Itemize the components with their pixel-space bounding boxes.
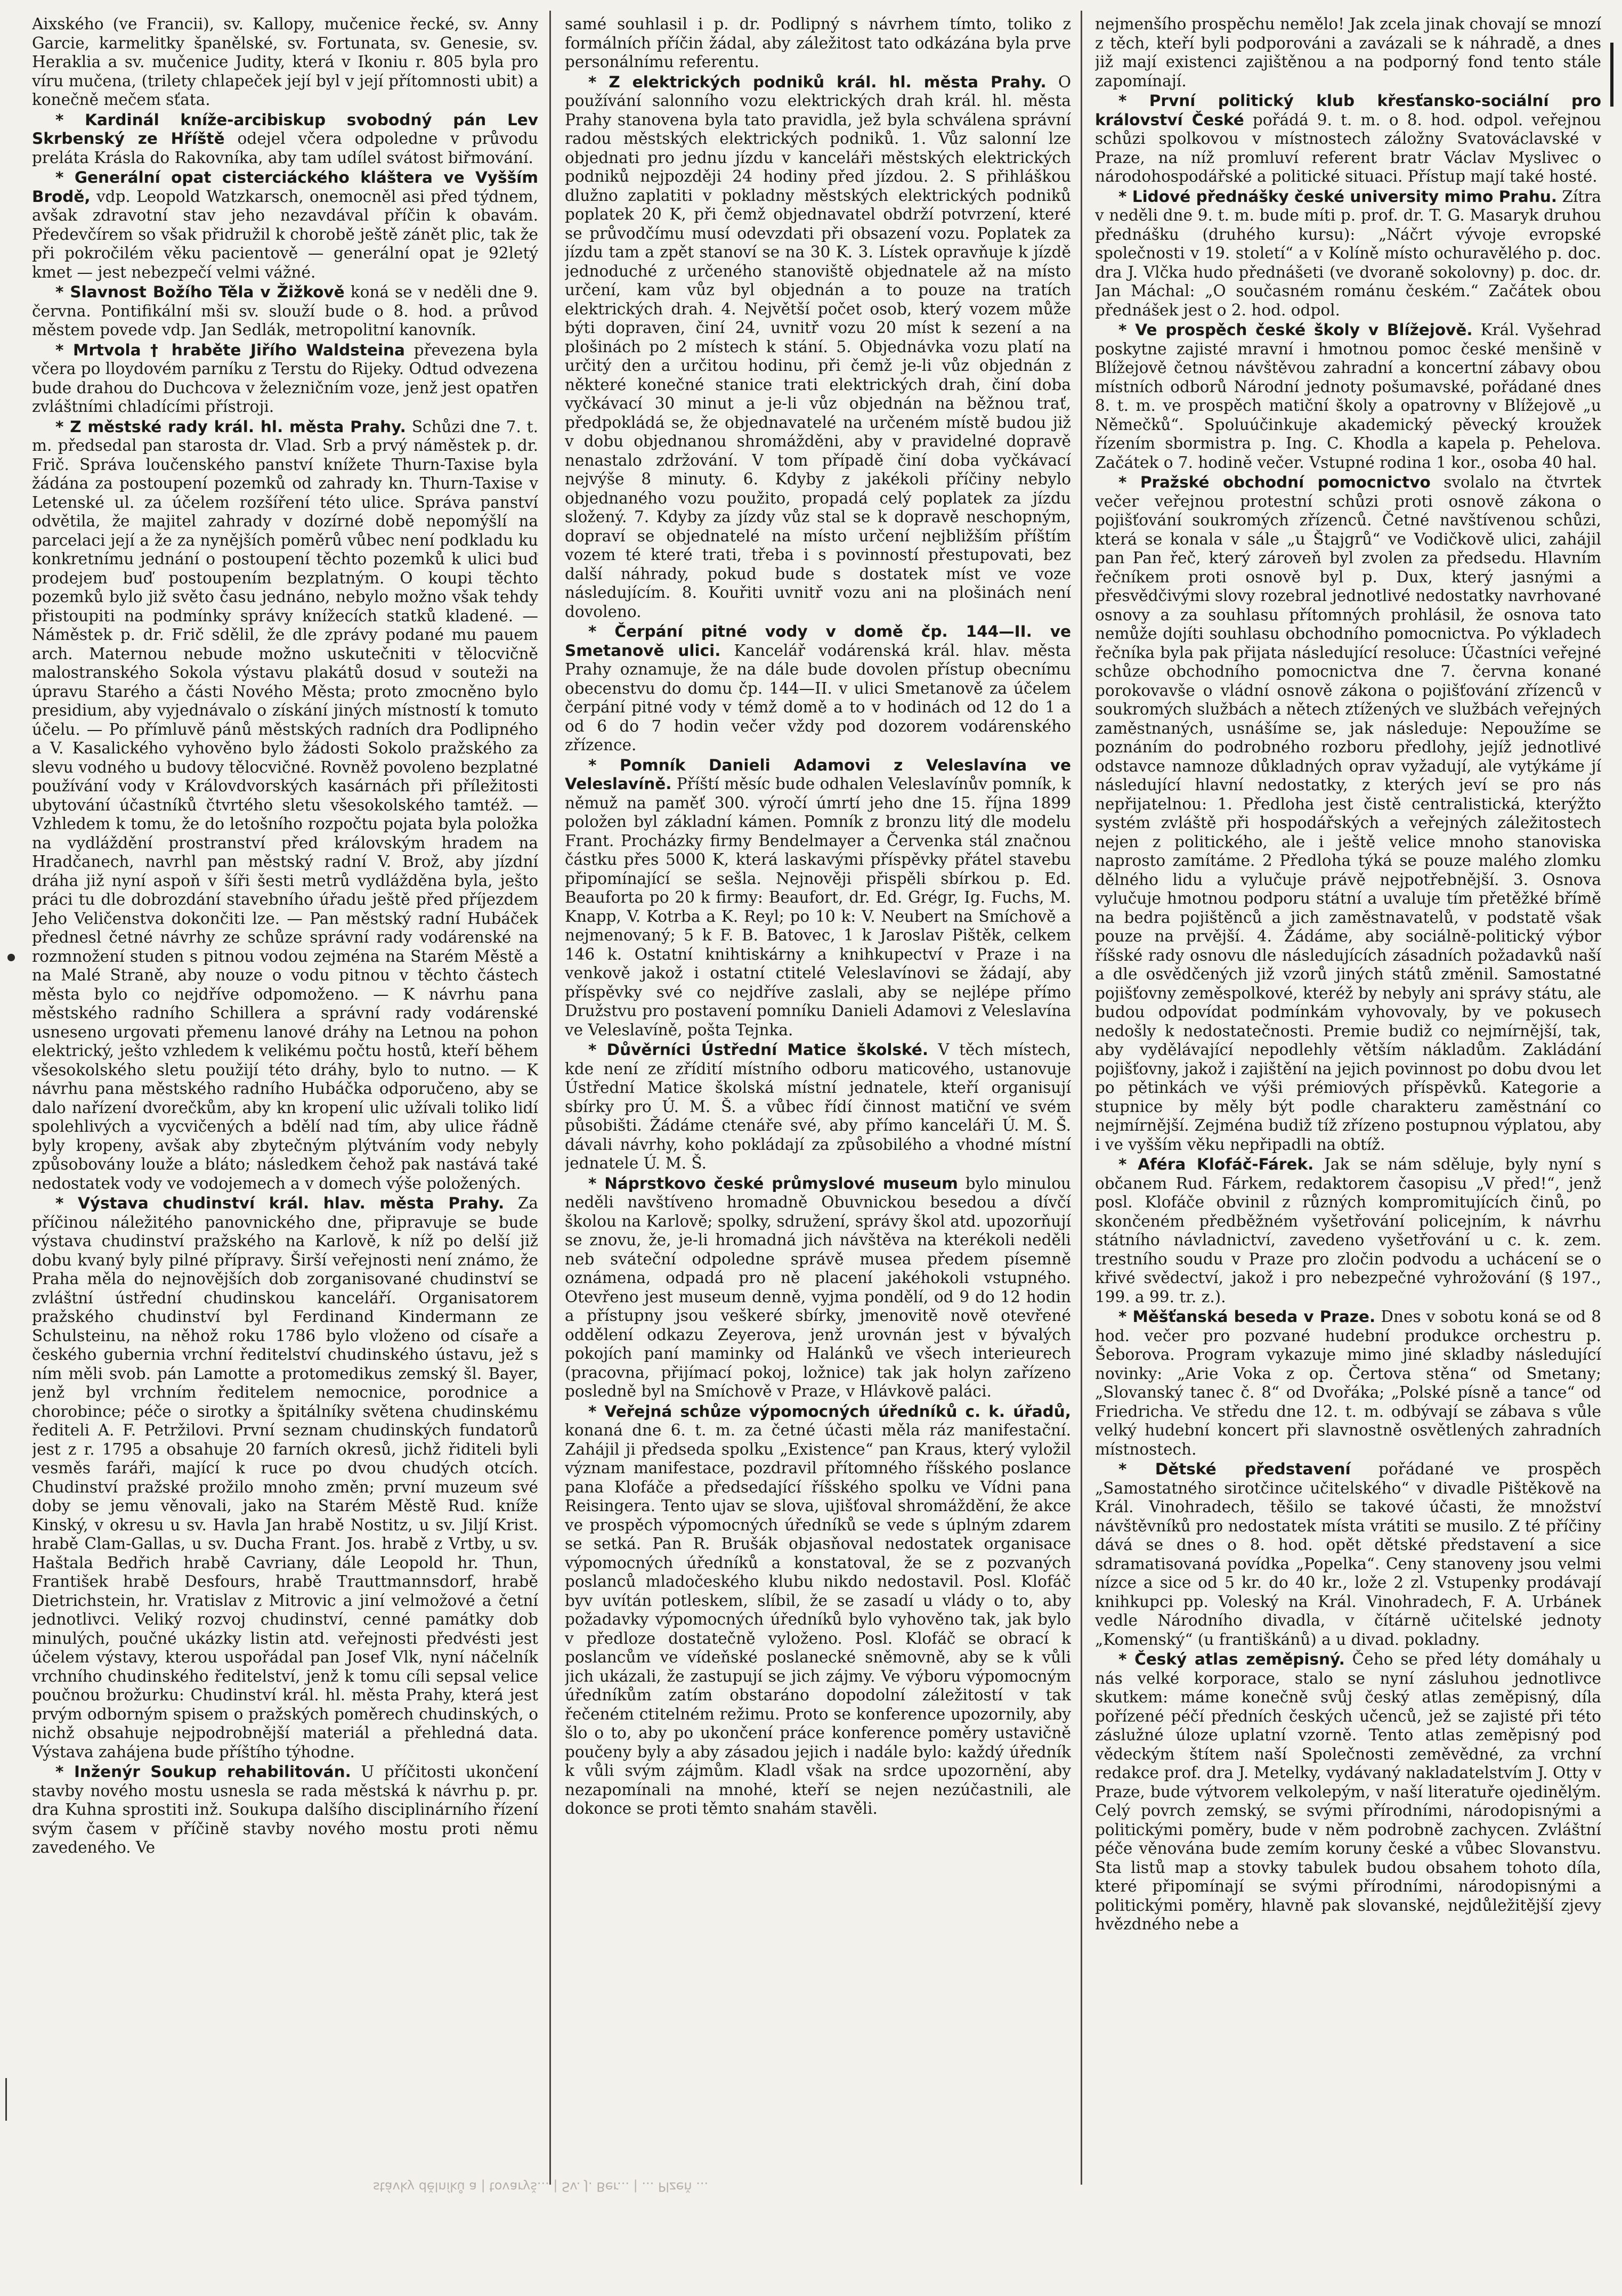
article-heading: * Mrtvola † hraběte Jiřího Waldsteina — [55, 340, 405, 359]
article-heading: * Generální opat cisterciáckého kláštera ve Vyšším Brodě, — [32, 168, 538, 206]
article-body: nejmenšího prospěchu nemělo! Jak zcela jinak chovají se mnozí z těch, kteří byli podporováni a zavázali se k náhradě, a dnes již mají existenci zajištěnou a na podporný fond tento stále zapomínají. — [1095, 15, 1601, 90]
article-body: Zítra v neděli dne 9. t. m. bude míti p. prof. dr. T. G. Masaryk druhou přednášku (druhého kursu): „Náčrt vývoje evropské společnosti v 19. století“ a v Kolíně místo ochuravělého p. doc. dra J. Vlčka hudo přednášeti (ve dvoraně sokolovny) p. doc. dr. Jan Máchal: „O současném románu českém.“ Začátek obou přednášek jest o 2. hod. odpol. — [1095, 187, 1601, 319]
article-paragraph — [1095, 92, 1601, 186]
article-paragraph — [32, 1763, 538, 1857]
article-paragraph — [1095, 473, 1601, 1154]
column-divider — [549, 11, 551, 2185]
article-heading: * Inženýr Soukup rehabilitován. — [55, 1763, 351, 1781]
article-heading: * Pražské obchodní pomocnictvo — [1118, 473, 1431, 491]
article-body: převezena byla včera po lloydovém parníku z Terstu do Rijeky. Odtud odvezena bude drahou do Duchcova v železničním voze, jenž jest opatřen zvláštními chladícími přístroji. — [32, 340, 538, 416]
article-heading: * Lidové přednášky české university mimo Prahu. — [1118, 187, 1558, 206]
article-paragraph — [1095, 1460, 1601, 1649]
column-1 — [32, 15, 538, 2162]
article-paragraph — [1095, 188, 1601, 320]
article-paragraph — [32, 1194, 538, 1762]
bleed-through-text: stávky dělníků a | tovaryš... | Sv. J. Ber... | ... Plzeň ... — [373, 2179, 709, 2194]
article-paragraph — [32, 283, 538, 340]
article-paragraph — [565, 1402, 1071, 1819]
column-3 — [1095, 15, 1601, 2162]
article-heading: * Slavnost Božího Těla v Žižkově — [55, 283, 345, 301]
article-heading: * Pomník Danieli Adamovi z Veleslavína ve Veleslavíně. — [565, 756, 1071, 793]
article-body: pořádané ve prospěch „Samostatného sirotčince učitelského“ v divadle Pištěkově na Král. Vinohradech, těšilo se takové účasti, že množství návštěvníků pro nedostatek místa vrátiti se musilo. Z té příčiny dává se dnes o 8. hod. opět dětské představení a sice sdramatisovaná povídka „Popelka“. Ceny stanoveny jsou velmi nízce a sice od 5 kr. do 40 kr., lože 2 zl. Vstupenky prodávají knihkupci pp. Voleský na Král. Vinohradech, F. A. Urbánek vedle Národního divadla, v čítárně učitelské jednoty „Komenský“ (u františkánů) a u divad. pokladny. — [1095, 1460, 1601, 1649]
article-heading: * Kardinál kníže-arcibiskup svobodný pán Lev Skrbenský ze Hříště — [32, 110, 538, 148]
article-heading: * Český atlas zeměpisný. — [1118, 1650, 1345, 1668]
article-body: Dnes v sobotu koná se od 8 hod. večer pro pozvané hudební produkce orchestru p. Šeborova. Program vykazuje mimo jiné skladby následující novinky: „Arie Voka z op. Čertova stěna“ od Smetany; „Slovanský tanec č. 8“ od Dvořáka; „Polské písně a tance“ od Friedricha. Ve středu dne 12. t. m. odbývají se zábava s vůle velký hudební koncert při slavnostně osvětlených zahradních místnostech. — [1095, 1308, 1601, 1458]
article-paragraph — [565, 1174, 1071, 1401]
article-heading: * Veřejná schůze výpomocných úředníků c. k. úřadů, — [588, 1402, 1071, 1421]
article-heading: * Aféra Klofáč-Fárek. — [1118, 1155, 1314, 1173]
article-body: bylo minulou neděli navštíveno hromadně Obuvnickou besedou a dívčí školou na Karlově; spolky, sdružení, správy škol atd. upozorňují se znovu, že, je-li hromadná jich návštěva na kterékoli neděli neb sváteční odpoledne správě musea předem písemně oznámena, odpadá pro ně placení jakéhokoli vstupného. Otevřeno jest museum denně, vyjma pondělí, od 9 do 12 hodin a přístupny jsou veškeré sbírky, jmenovitě nově otevřené oddělení odkazu Zeyerova, jenž urovnán jest v bývalých pokojích paní maminky od Halánků ve všech interieurech (pracovna, přijímací pokoj, ložnice) tak jak holyn zařízeno posledně byl na Smíchově v Praze, v Hlávkově paláci. — [565, 1174, 1071, 1400]
column-divider — [1081, 11, 1082, 2185]
article-body: Schůzi dne 7. t. m. předsedal pan starosta dr. Vlad. Srb a prvý náměstek p. dr. Frič. Správa loučenského panství knížete Thurn-Taxise byla žádána za postoupení pozemků od zahrady kn. Thurn-Taxise v Letenské ul. za účelem rozšíření této ulice. Správa panství odvětila, že majitel zahrady v dozírné době nepomýšlí na parcelaci její a že za nynějších poměrů vůbec není podkladu ku konkretnímu jednání o postoupení těchto pozemků k ulici buď prodejem buď postoupením bezplatným. O koupi těchto pozemků bylo již světo času jednáno, nebylo možno však tehdy přistoupiti na podmínky správy knížecích statků kladené. — Náměstek p. dr. Frič sdělil, že dle zprávy podané mu pauem arch. Maternou nebude možno uskutečniti v tělocvičně malostranského Sokola výstavu plakátů dosud v souteži na úpravu Starého a části Nového Města; proto zmocněno bylo presidium, aby vyjednávalo o získání jiných místností k tomuto účelu. — Po přímluvě pánů městských radních dra Podlipného a V. Kasalického vyhověno bylo žádosti Sokolo pražského za slevu vodného u budovy tělocvičné. Rovněž povoleno bezplatné používání vody v Královdvorských kasárnách při příležitosti ubytování účastníků čtvrtého sletu všesokolského tamtéž. — Vzhledem k tomu, že do letošního rozpočtu pojata byla položka na vydláždění prostranství před královským hradem na Hradčanech, navrhl pan městský radní V. Brož, aby jízdní dráha již nyní aspoň v šíři šesti metrů vydlážděna byla, ješto práci tu dle dobrozdání stavebního úřadu ještě před příjezdem Jeho Veličenstva dokončiti lze. — Pan městský radní Hubáček přednesl četné návrhy ze schůze správní rady vodárenské na rozmnožení studen s pitnou vodou zejména na Starém Městě a na Malé Straně, aby nouze o vodu pitnou v těchto částech města bylo co nejdříve odpomoženo. — K návrhu pana městského radního Schillera a správní rady vodárenské usneseno urgovati přemenu lanové dráhy na Letnou na pohon elektrický, ješto vzhledem k velikému počtu hostů, kteří během všesokolského sletu použijí této dráhy, bylo to nutno. — K návrhu pana městského radního Hubáčka odporučeno, aby se dalo nařízení dvorečkům, aby kn kropení ulic užívali toliko lidí spolehlivých a vycvičených a bdělí nad tím, aby ulice řádně byly kropeny, avšak aby zbytečným plýtváním vody nebyly způsobovány louže a bláto; následkem čehož pak nastává také nedostatek vody ve vodojemech a v domech výše položených. — [32, 417, 538, 1192]
article-paragraph — [1095, 321, 1601, 472]
edge-mark — [1610, 43, 1613, 107]
article-paragraph — [565, 1041, 1071, 1173]
article-body: pořádá 9. t. m. o 8. hod. odpol. veřejnou schůzi spolkovou v místnostech záložny Svatováclavské v Praze, na níž promluví referent bratr Václav Myslivec o národohospodářské a politické situaci. Přístup mají také hosté. — [1095, 110, 1601, 185]
article-paragraph — [32, 341, 538, 417]
edge-speck — [7, 954, 15, 961]
article-paragraph — [32, 418, 538, 1194]
article-body: Jak se nám sděluje, byly nyní s občanem Rud. Fárkem, redaktorem časopisu „V před!“, jenž posl. Klofáče obvinil z různých kompromitujících činů, po skončeném předběžném vyšetřování policejním, k návrhu státního návladnictví, zavedeno vyšetřování u c. k. zem. trestního soudu v Praze pro zločin podvodu a uchácení se o křivé svědectví, jakož i pro nebezpečné vyhrožování (§ 197., 199. a 99. tr. z.). — [1095, 1155, 1601, 1306]
article-heading: * Z městské rady král. hl. města Prahy. — [55, 417, 406, 436]
article-body: V těch místech, kde není ze zřídití místního odboru maticového, ustanovuje Ústřední Matice školská místní jednatele, kteří organisují sbírky pro Ú. M. Š. a vůbec řídí činnost matiční ve svém působišti. Žádáme ctenáře své, aby přímo kanceláři Ú. M. Š. dávali návrhy, koho pokládají za způsobilého a vhodné místní jednatele Ú. M. Š. — [565, 1041, 1071, 1172]
column-2 — [565, 15, 1071, 2162]
article-heading: * Výstava chudinství král. hlav. města Prahy. — [55, 1194, 505, 1212]
article-heading: * První politický klub křesťansko-sociální pro království České — [1095, 92, 1601, 129]
article-heading: * Měšťanská beseda v Praze. — [1118, 1308, 1376, 1326]
article-heading: * Čerpání pitné vody v domě čp. 144—II. ve Smetanově ulici. — [565, 622, 1071, 660]
article-heading: * Důvěrníci Ústřední Matice školské. — [588, 1041, 929, 1059]
article-paragraph — [565, 73, 1071, 622]
article-paragraph — [32, 168, 538, 282]
article-paragraph — [565, 756, 1071, 1040]
article-heading: * Z elektrických podniků král. hl. města Prahy. — [588, 72, 1047, 91]
article-paragraph — [1095, 1650, 1601, 1934]
article-paragraph — [1095, 1308, 1601, 1459]
article-body: U příčitosti ukončení stavby nového mostu usnesla se rada městská k návrhu p. pr. dra Kuhna sprostiti inž. Soukupa dalšího disciplinárního řízení svým časem v příčině stavby nového mostu proti němu zavedeného. Ve — [32, 1763, 538, 1856]
article-body: Král. Vyšehrad poskytne zajisté mravní i hmotnou pomoc české menšině v Blížejově četnou návštěvou zahradní a koncertní zábavy obou místních odborů Národní jednoty pošumavské, pořádané dnes 8. t. m. ve prospěch matiční školy a opatrovny v Blížejově „u Němečků“. Spoluúčinkuje akademický pěvecký kroužek řízením sbormistra p. Ing. C. Khodla a kapela p. Pehelova. Začátek o 7. hodině večer. Vstupné rodina 1 kor., osoba 40 hal. — [1095, 321, 1601, 472]
article-body: Příští měsíc bude odhalen Veleslavínův pomník, k němuž na paměť 300. výročí úmrtí jeho dne 15. října 1899 položen byl základní kámen. Pomník z bronzu litý dle modelu Frant. Procházky firmy Bendelmayer a Červenka stál značnou částku přes 5000 K, která laskavými příspěvky přátel stavebu připomínající se sešla. Nejnověji přispěli sbírkou p. Ed. Beauforta po 20 k firmy: Beaufort, dr. Ed. Grégr, Ig. Fuchs, M. Knapp, V. Kotrba a K. Reyl; po 10 k: V. Neubert na Smíchově a nejmenovaný; 5 k F. B. Batovec, 1 k Jaroslav Pištěk, celkem 146 k. Ostatní knihtiskárny a knihkupectví v Praze i na venkově jakož i ostatní ctitelé Veleslavínovi se žádají, aby příspěvky své co nejdříve zaslali, aby se nejlépe přímo Družstvu pro postavení pomníku Danieli Adamovi z Veleslavína ve Veleslavíně, pošta Tejnka. — [565, 775, 1071, 1039]
article-body: Za příčinou náležitého panovnického dne, připravuje se bude výstava chudinství pražského na Karlově, k níž po delší již dobu kvaný byly pilné přípravy. Širší veřejnosti není známo, že Praha měla do nejnovějších dob zorganisované chudinství se zvláštní ústřední chudinskou kanceláří. Organisatorem pražského chudinství byl Ferdinand Kindermann ze Schulsteinu, na něhož roku 1786 bylo vloženo od císaře a českého gubernia vrchní ředitelství chudinského ústavu, jež s ním měli svob. pán Lamotte a protomedikus zemský šl. Bayer, jenž byl vrchním ředitelem nemocnice, porodnice a chorobince; péče o sirotky a špitálníky světena chudinskému řediteli A. F. Petržilovi. První seznam chudinských fundatorů jest z r. 1795 a obsahuje 20 farních okresů, jichž řiditeli byli vesměs faráři, mající k ruce po dvou chudých otcích. Chudinství pražské prožilo mnoho změn; první muzeum své doby se jemu věnovali, jako na Starém Městě Rud. kníže Kinský, v okresu u sv. Havla Jan hrabě Nostitz, u sv. Jiljí Krist. hrabě Clam-Gallas, u sv. Ducha Frant. Jos. hrabě z Vrtby, u sv. Haštala Bedřich hrabě Cavriany, dále Leopold hr. Thun, František hrabě Desfours, hrabě Trauttmannsdorf, hrabě Dietrichstein, hr. Vratislav z Mitrovic a jiní velmožové a četní jednotlivci. Veliký rozvoj chudinství, cenné památky dob minulých, poučné ukázky listin atd. veřejnosti předvésti jest účelem výstavy, kterou uspořádal pan Josef Vlk, nyní náčelník vrchního chudinského ředitelství, jenž k tomu cíli sepsal velice poučnou brožurku: Chudinství král. hl. města Prahy, která jest prvým odborným spisem o pražských poměrech chudinských, o nichž obsahuje nejpodrobnější materiál a přehledná data. Výstava zahájena bude příštího týhodne. — [32, 1194, 538, 1761]
article-body: svolalo na čtvrtek večer veřejnou protestní schůzi proti osnově zákona o pojišťování soukromých zřízenců. Četné navštívenou schůzi, která se konala v sále „u Štajgrů“ ve Vodičkově ulici, zahájil pan Pan řeč, který zároveň byl zvolen za předsedu. Hlavním řečníkem proti osnově byl p. Dux, který jasnými a přesvědčivými slovy rozebral jednotlivé nedostatky navrhované osnovy a za souhlasu přítomných prohlásil, že osnova tato nemůže dojíti souhlasu obchodního pomocnictva. Po výkladech řečníka byla pak přijata následující resoluce: Účastníci veřejné schůze obchodního pomocnictva dne 7. června konané porokovavše o vládní osnově zákona o pojišťování zřízenců v soukromých službách a nětech ztížených ve službách veřejných zaměstnaných, usnášíme se, jak následuje: Nepoužíme se poznáním do podrobného rozboru předlohy, jejíž jednotlivé odstavce namnoze důkladných oprav vyžadují, ale vytýkáme jí následující hlavní nedostatky, z kterých jeví se pro nás nepřijatelnou: 1. Předloha jest čistě centralistická, kterýžto systém zvláště při hospodářských a veřejných záležitostech nejen z politického, ale i ještě velice mnoho stanoviska naprosto zamítáme. 2 Předloha týká se pouze malého zlomku dělného lidu a vylučuje právě nejpotřebnější. 3. Osnova vylučuje hmotnou podporu státní a uvaluje tím přetěžké břímě na bedra pojištěnců a jich zaměstnavatelů, v podstatě však pouze na prvější. 4. Žádáme, aby sociálně-politický výbor říšské rady osnovu dle následujících zásadních požadavků naší a dle osvědčených již vzorů jiných států změnil. Samostatné pojišťovny zeměspolkové, kteréž by nebyly ani správy státu, ale budou odpovídat podmínkám vyhovovaly, by ve pokusech nedošly k nedostatečnosti. Premie budiž co nejmírnější, tak, aby vydělávající nepodlehly větším nákladům. Zakládání pojišťovny, jakož i zajištění na jejich povinnost po dobu dvou let po pětinkách ve výši prémiových příspěvků. Kategorie a stupnice by měly být podle charakteru zaměstnání co nejmírnější. Zejména budiž tíž zřízeno postupnou výplatou, aby i ve vyšším věku nepřipadli na obtíž. — [1095, 473, 1601, 1154]
article-continuation — [565, 15, 1071, 72]
article-body: O používání salonního vozu elektrických drah král. hl. města Prahy stanovena byla tato pravidla, jež byla schválena správní radou městských elektrických podniků. 1. Vůz salonní lze objednati pro jednu jízdu v kanceláři městských elektrických podniků nejpozději 24 hodiny před jízdou. 2. S přihláškou dlužno zaplatiti v pokladny městských elektrických podniků poplatek 20 K, při čemž objednavatel obdrží potvrzení, které se průvodčímu musí odevzdati při obsazení vozu. Poplatek za jízdu tam a zpět stanoví se na 30 K. 3. Lístek opravňuje k jízdě jednoduché z určeného stanoviště objednatele až na místo určení, kam vůz byl objednán a to pouze na tratích elektrických drah. 4. Největší počet osob, který vozem může býti dopraven, činí 24, uvnitř vozu 20 míst k sezení a na plošinách po 2 místech k stání. 5. Objednávka vozu platí na určitý den a určitou hodinu, při čemž je-li vůz objednán z některé konečné stanice trati elektrických drah, činí doba vyčkávací 30 minut a je-li vůz objednán na běžnou trať, předpokládá se, že objednavatelé na určeném místě budou již v dobu objednanou shromážděni, aby v pravidelné dopravě nenastalo zdržování. V tom případě činí doba vyčkávací nejvýše 8 minuty. 6. Kdyby z jakékoli příčiny nebylo objednaného vozu použito, propadá celý poplatek za jízdu složený. 7. Kdyby za jízdy vůz stal se k dopravě neschopným, dopraví se objednatelé na místo určení nejbližším příštím vozem té které trati, třeba i s povinností přestupovati, bez další náhrady, pokud bude s dostatek míst ve voze následujícím. 8. Kouřiti uvnitř vozu ani na plošinách není dovoleno. — [565, 72, 1071, 621]
article-body: koná se v neděli dne 9. června. Pontifikální mši sv. slouží bude o 8. hod. a průvod městem povede vdp. Jan Sedlák, metropolitní kanovník. — [32, 283, 538, 339]
article-heading: * Dětské představení — [1118, 1460, 1351, 1478]
article-body: Aixského (ve Francii), sv. Kallopy, mučenice řecké, sv. Anny Garcie, karmelitky španělské, sv. Fortunata, sv. Genesie, sv. Heraklia a sv. mučenice Judity, která v Ikoniu r. 805 byla pro víru mučena, (trilety chlapeček její byl v její přítomnosti ubit) a konečně mečem sťata. — [32, 15, 538, 109]
article-body: Čeho se před léty domáhaly u nás velké korporace, stalo se nyní zásluhou jednotlivce skutkem: máme konečně svůj český atlas zeměpisný, díla pořízené péčí předních českých učenců, jež se zajisté při této záslužné úloze uplatní vzorně. Tento atlas zeměpisný pod vědeckým štítem naší Společnosti zeměvědné, za vrchní redakce prof. dra J. Metelky, vydávaný nakladatelstvím J. Otty v Praze, bude výtvorem velkolepým, v naší literatuře ojedinělým. Celý povrch zemský, se svými přírodními, národopisnými a politickými poměry, bude v něm podrobně zachycen. Zvláštní péče věnována bude zemím koruny české a vůbec Slovanstvu. Sta listů map a stovky tabulek budou obsahem tohoto díla, které připomínají se svými přírodními, národopisnými a politickými poměry, hlavně pak slovanské, nejdůležitější zjevy hvězdného nebe a — [1095, 1650, 1601, 1933]
article-body: Kancelář vodárenská král. hlav. města Prahy oznamuje, že na dále bude dovolen přístup obecnímu obecenstvu do domu čp. 144—II. v ulici Smetanově za účelem čerpání pitné vody v témž domě a to v hodinách od 12 do 1 a od 6 do 7 hodin večer vždy pod dozorem vodárenského zřízence. — [565, 641, 1071, 754]
article-paragraph — [565, 622, 1071, 755]
article-body: vdp. Leopold Watzkarsch, onemocněl asi před týdnem, avšak zdravotní stav jeho nezavdával příčin k obavám. Předevčírem so však přidružil k chorobě ještě zánět plic, tak že při pokročilém věku pacientově — generální opat je 92letý kmet — jest nebezpečí velmi vážné. — [32, 187, 538, 281]
edge-mark — [5, 2078, 7, 2121]
article-heading: * Náprstkovo české průmyslové museum — [588, 1174, 958, 1192]
article-paragraph — [32, 111, 538, 168]
article-heading: * Ve prospěch české školy v Blížejově. — [1118, 321, 1473, 339]
article-body: odejel včera odpoledne v průvodu preláta Krásla do Rakovníka, aby tam udílel svátost biřmování. — [32, 129, 538, 167]
article-continuation — [32, 15, 538, 110]
article-body: samé souhlasil i p. dr. Podlipný s návrhem tímto, toliko z formálních příčin žádal, aby záležitost tato odkázána byla prve personálnímu referentu. — [565, 15, 1071, 71]
article-body: konaná dne 6. t. m. za četné účasti měla ráz manifestační. Zahájil ji předseda spolku „Existence“ pan Kraus, který vyložil význam manifestace, pozdravil přítomného říšského poslance pana Klofáče a předsedající říšského spolku ve Vídni pana Reisingera. Tento ujav se slova, ujišťoval shromáždění, že akce ve prospěch výpomocných úředníků se vede s úplným zdarem se setká. Pan R. Brušák objasňoval nedostatek organisace výpomocných úředníků a konstatoval, že se z pozvaných poslanců mladočeského klubu nikdo nedostavil. Posl. Klofáč byv uvítán potleskem, slíbil, že se zasadí u vlády o to, aby požadavky výpomocných úředníků bylo vyhověno tak, jak bylo v předloze dostatečně vyloženo. Posl. Klofáč se obrací k poslancům ve vídeňské poslanecké sněmovně, aby se k vůli jich ukázali, že zastupují se jich zájmy. Ve výboru výpomocným úředníkům zatím obstaráno dopodolní záležitostí v tak řečeném ctitelném režimu. Proto se konference upozornily, aby šlo o to, aby po ukončení práce konference poměry ustavičně poučeny byly a aby zásadou jejich i nadále bylo: každý úředník k vůli svým zájmům. Kladl však na srdce upozornění, aby nezapomínali na mnohé, kteří se nejen nezúčastnili, ale dokonce se proti těmto snahám stavěli. — [565, 1421, 1071, 1818]
article-continuation — [1095, 15, 1601, 91]
article-paragraph — [1095, 1155, 1601, 1307]
